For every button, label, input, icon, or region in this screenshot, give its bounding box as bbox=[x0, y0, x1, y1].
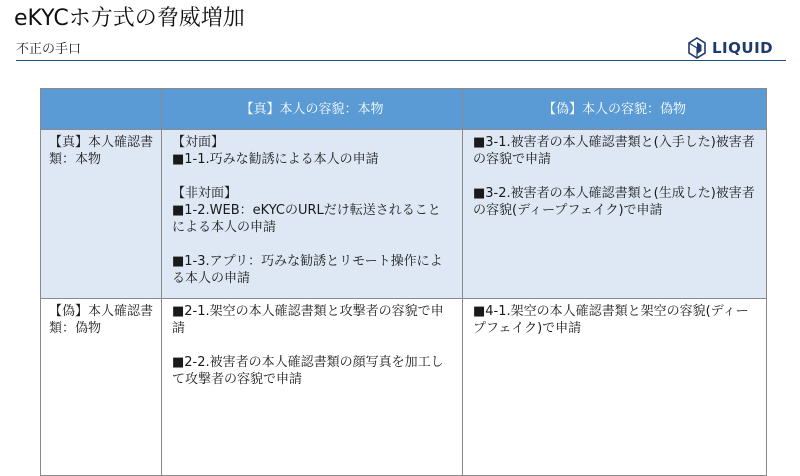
case-block bbox=[172, 134, 452, 168]
header-cell-genuine-face: 【真】本人の容貌：本物 bbox=[162, 89, 463, 130]
row-header-genuine-document: 【真】本人確認書類：本物 bbox=[41, 130, 162, 299]
cell-fake-document-fake-face bbox=[463, 299, 767, 476]
case-text: ■4-1.架空の本人確認書類と架空の容貌(ディープフェイク)で申請 bbox=[473, 304, 749, 336]
case-label: 【非対面】 bbox=[172, 186, 238, 201]
row-header-fake-document: 【偽】本人確認書類：偽物 bbox=[41, 299, 162, 476]
liquid-logo-icon bbox=[688, 37, 706, 59]
table-row-fake-document bbox=[41, 299, 767, 476]
case-text: ■2-2.被害者の本人確認書類の顔写真を加工して攻撃者の容貌で申請 bbox=[172, 355, 444, 387]
page-title: eKYCホ方式の脅威増加 bbox=[14, 6, 245, 31]
case-block bbox=[473, 185, 756, 219]
header-cell-corner bbox=[41, 89, 162, 130]
case-block bbox=[172, 354, 452, 388]
case-block bbox=[172, 253, 452, 287]
case-block bbox=[172, 303, 452, 337]
case-text: ■1-1.巧みな勧誘による本人の申請 bbox=[172, 152, 379, 167]
case-text: ■1-3.アプリ：巧みな勧誘とリモート操作による本人の申請 bbox=[172, 254, 443, 286]
header-divider bbox=[16, 60, 786, 61]
case-text: ■1-2.WEB：eKYCのURLだけ転送されることによる本人の申請 bbox=[172, 203, 441, 235]
header-cell-fake-face: 【偽】本人の容貌：偽物 bbox=[463, 89, 767, 130]
liquid-logo-text: LIQUID bbox=[712, 39, 774, 57]
case-block bbox=[473, 303, 756, 337]
case-text: ■3-1.被害者の本人確認書類と(入手した)被害者の容貌で申請 bbox=[473, 135, 755, 167]
threat-matrix-table bbox=[40, 88, 767, 476]
table-row-genuine-document bbox=[41, 130, 767, 299]
liquid-logo bbox=[688, 36, 788, 60]
case-label: 【対面】 bbox=[172, 135, 225, 150]
case-text: ■3-2.被害者の本人確認書類と(生成した)被害者の容貌(ディープフェイク)で申請 bbox=[473, 186, 755, 218]
case-block bbox=[172, 185, 452, 236]
case-text: ■2-1.架空の本人確認書類と攻撃者の容貌で申請 bbox=[172, 304, 444, 336]
cell-fake-document-genuine-face bbox=[162, 299, 463, 476]
cell-genuine-document-fake-face bbox=[463, 130, 767, 299]
page-subtitle: 不正の手口 bbox=[16, 42, 82, 57]
cell-genuine-document-genuine-face bbox=[162, 130, 463, 299]
case-block bbox=[473, 134, 756, 168]
table-header-row bbox=[41, 89, 767, 130]
